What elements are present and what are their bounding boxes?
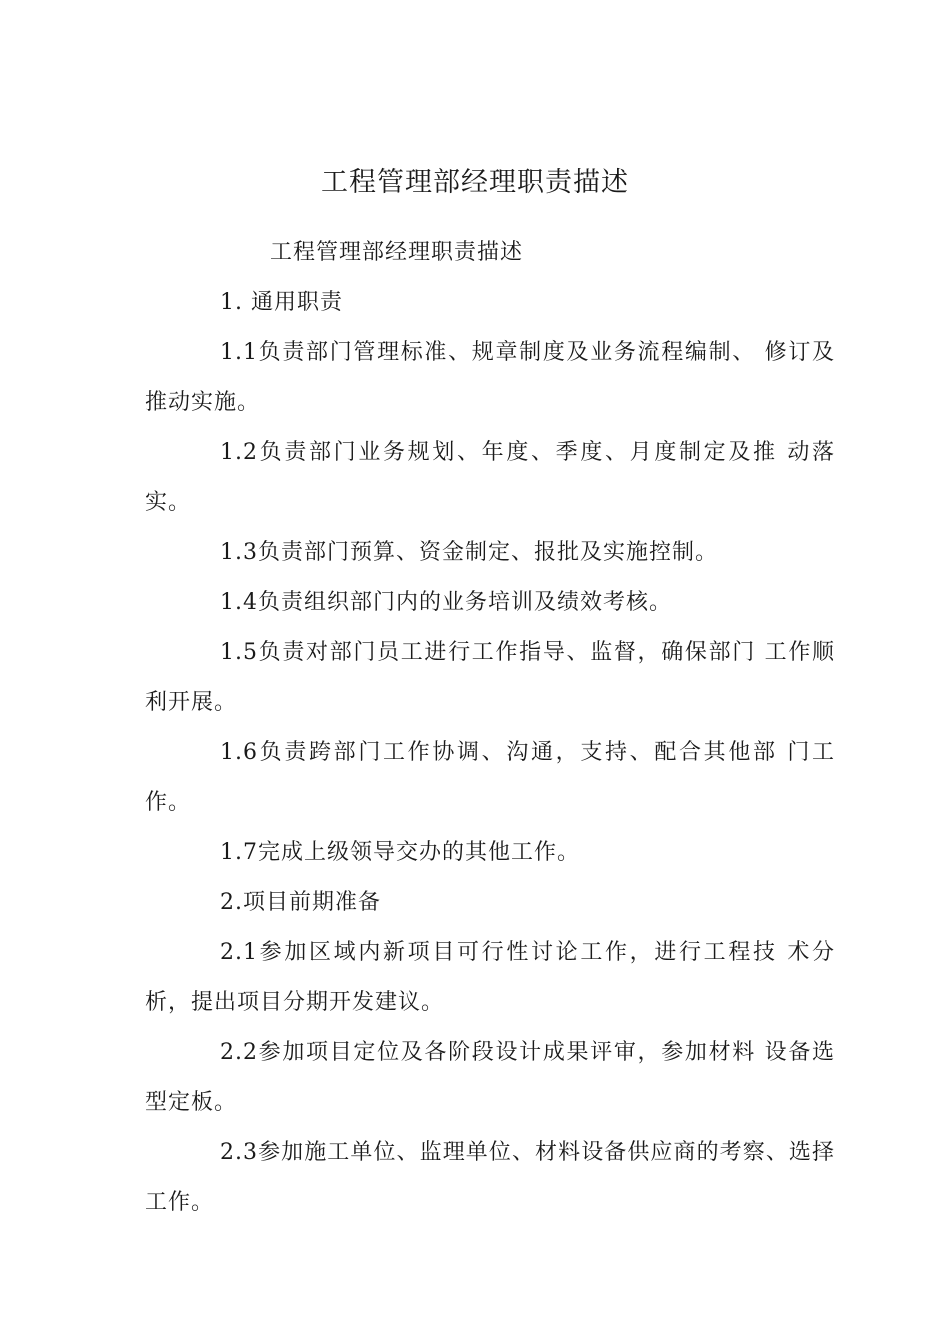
section-heading-general-duties: 1. 通用职责 [220, 290, 343, 315]
paragraph-2-1: 2.1参加区域内新项目可行性讨论工作，进行工程技 术分析，提出项目分期开发建议。 [145, 940, 835, 1015]
paragraph-1-6: 1.6负责跨部门工作协调、沟通，支持、配合其他部 门工作。 [145, 740, 835, 815]
paragraph-1-1: 1.1负责部门管理标准、规章制度及业务流程编制、 修订及推动实施。 [145, 340, 835, 415]
paragraph-1-2: 1.2负责部门业务规划、年度、季度、月度制定及推 动落实。 [145, 440, 835, 515]
document-body [145, 228, 835, 1228]
document-title: 工程管理部经理职责描述 [321, 167, 629, 198]
paragraph-2-3: 2.3参加施工单位、监理单位、材料设备供应商的考察、选择工作。 [145, 1140, 835, 1215]
document-subtitle: 工程管理部经理职责描述 [270, 240, 524, 265]
paragraph-1-5: 1.5负责对部门员工进行工作指导、监督，确保部门 工作顺利开展。 [145, 640, 835, 715]
section-heading-project-preparation: 2.项目前期准备 [220, 890, 381, 915]
paragraph-1-4: 1.4负责组织部门内的业务培训及绩效考核。 [220, 590, 672, 615]
paragraph-1-3: 1.3负责部门预算、资金制定、报批及实施控制。 [220, 540, 718, 565]
paragraph-2-2: 2.2参加项目定位及各阶段设计成果评审，参加材料 设备选型定板。 [145, 1040, 835, 1115]
paragraph-1-7: 1.7完成上级领导交办的其他工作。 [220, 840, 580, 865]
